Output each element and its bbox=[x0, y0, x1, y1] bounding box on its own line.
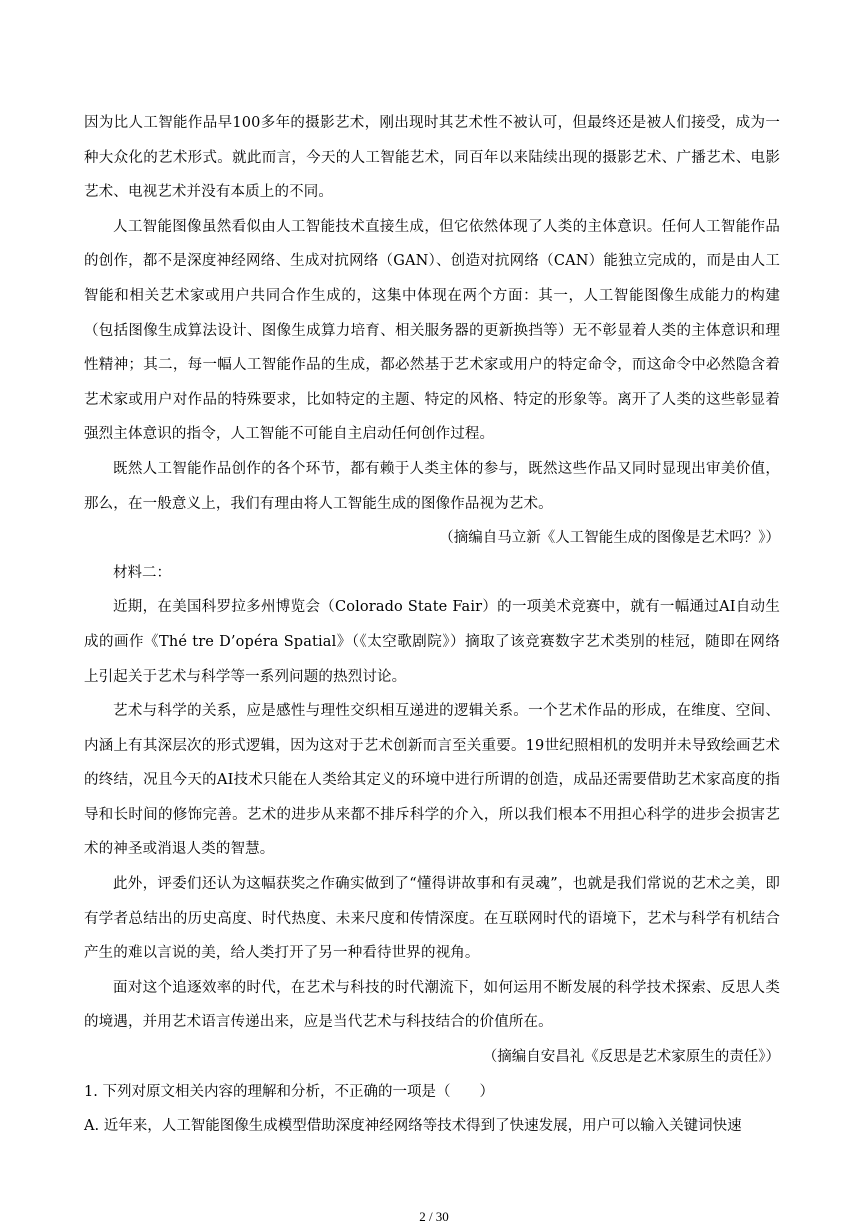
source-citation-1: （摘编自马立新《人工智能生成的图像是艺术吗？》） bbox=[439, 530, 780, 547]
document-body bbox=[84, 106, 780, 1144]
paragraph-1: 因为比人工智能作品早100多年的摄影艺术，刚出现时其艺术性不被认可，但最终还是被人们接受，成为一种大众化的艺术形式。就此而言，今天的人工智能艺术，同百年以来陆续出现的摄影艺术、广播艺术、电影艺术、电视艺术并没有本质上的不同。 bbox=[84, 115, 780, 201]
paragraph-6: 此外，评委们还认为这幅获奖之作确实做到了“懂得讲故事和有灵魂”，也就是我们常说的艺术之美，即有学者总结出的历史高度、时代热度、未来尺度和传情深度。在互联网时代的语境下，艺术与科学有机结合产生的难以言说的美，给人类打开了另一种看待世界的视角。 bbox=[84, 876, 780, 962]
material-2-label: 材料二： bbox=[113, 564, 171, 581]
paragraph-2: 人工智能图像虽然看似由人工智能技术直接生成，但它依然体现了人类的主体意识。任何人工智能作品的创作，都不是深度神经网络、生成对抗网络（GAN）、创造对抗网络（CAN）能独立完成的，而是由人工智能和相关艺术家或用户共同合作生成的，这集中体现在两个方面：其一，人工智能图像生成能力的构建（包括图像生成算法设计、图像生成算力培育、相关服务器的更新换挡等）无不彰显着人类的主体意识和理性精神；其二，每一幅人工智能作品的生成，都必然基于艺术家或用户的特定命令，而这命令中必然隐含着艺术家或用户对作品的特殊要求，比如特定的主题、特定的风格、特定的形象等。离开了人类的这些彰显着强烈主体意识的指令，人工智能不可能自主启动任何创作过程。 bbox=[84, 218, 780, 443]
source-citation-2: （摘编自安昌礼《反思是艺术家原生的责任》） bbox=[482, 1049, 780, 1066]
paragraph-3: 既然人工智能作品创作的各个环节，都有赖于人类主体的参与，既然这些作品又同时显现出审美价值，那么，在一般意义上，我们有理由将人工智能生成的图像作品视为艺术。 bbox=[84, 460, 780, 512]
paragraph-7: 面对这个追逐效率的时代，在艺术与科技的时代潮流下，如何运用不断发展的科学技术探索、反思人类的境遇，并用艺术语言传递出来，应是当代艺术与科技结合的价值所在。 bbox=[84, 979, 780, 1031]
page-number: 2 / 30 bbox=[419, 1209, 449, 1224]
paragraph-4: 近期，在美国科罗拉多州博览会（Colorado State Fair）的一项美术竞赛中，就有一幅通过AI自动生成的画作《Thé tre D’opéra Spatial》（《太空歌剧院》）摘取了该竞赛数字艺术类别的桂冠，随即在网络上引起关于艺术与科学等一系列问题的热烈讨论。 bbox=[84, 599, 780, 685]
question-1: 1. 下列对原文相关内容的理解和分析，不正确的一项是（ ） bbox=[84, 1083, 494, 1100]
paragraph-5: 艺术与科学的关系，应是感性与理性交织相互递进的逻辑关系。一个艺术作品的形成，在维度、空间、内涵上有其深层次的形式逻辑，因为这对于艺术创新而言至关重要。19世纪照相机的发明并未导致绘画艺术的终结，况且今天的AI技术只能在人类给其定义的环境中进行所谓的创造，成品还需要借助艺术家高度的指导和长时间的修饰完善。艺术的进步从来都不排斥科学的介入，所以我们根本不用担心科学的进步会损害艺术的神圣或消退人类的智慧。 bbox=[84, 703, 780, 858]
question-1-option-a: A. 近年来，人工智能图像生成模型借助深度神经网络等技术得到了快速发展，用户可以输入关键词快速 bbox=[84, 1118, 742, 1135]
